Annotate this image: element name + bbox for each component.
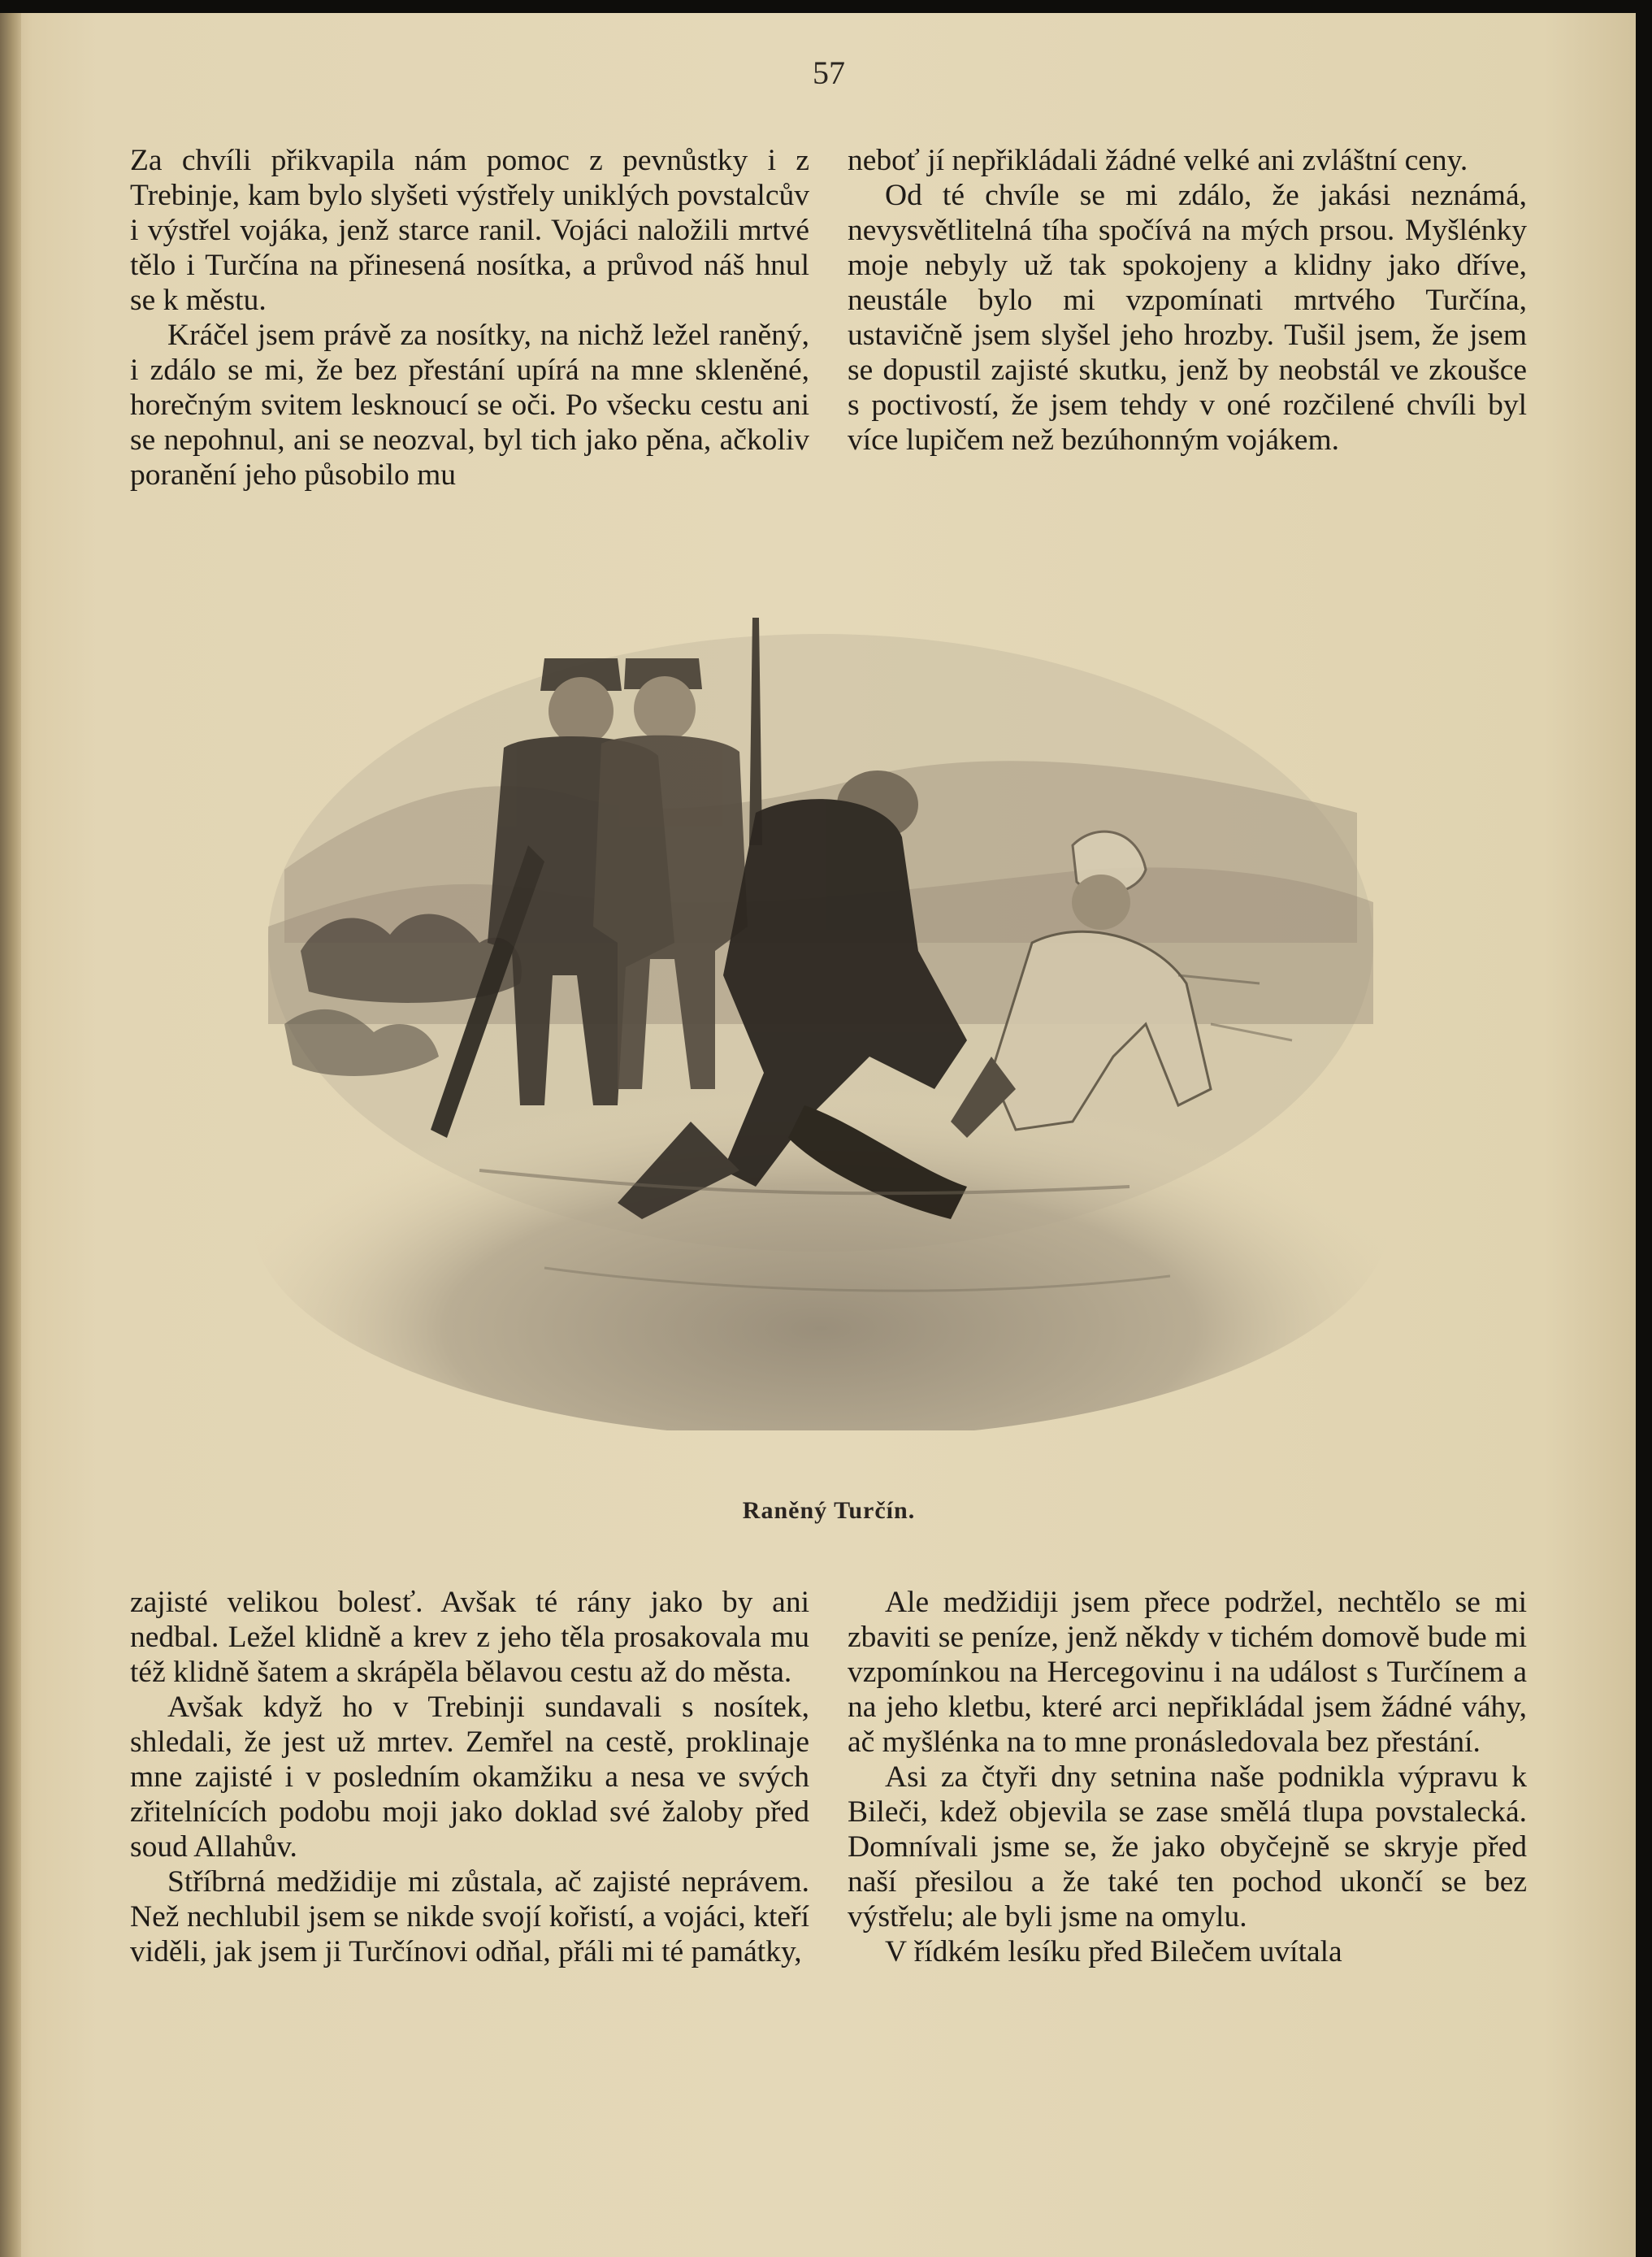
paragraph: Za chvíli přikvapila nám pomoc z pevnůstky i z Trebinje, kam bylo slyšeti výstřely uniklých povstalcův i výstřel vojáka, jenž starce ranil. Vojáci naložili mrtvé tělo i Turčína na přinesená nosítka, a průvod náš hnul se k městu.: [130, 144, 809, 317]
scan-edge-top: [0, 0, 1652, 13]
paragraph: Kráčel jsem právě za nosítky, na nichž ležel raněný, i zdálo se mi, že bez přestání upírá na mne skleněné, horečným svitem lesknoucí se oči. Po všecku cestu ani se nepohnul, ani se neozval, byl tich jako pěna, ačkoliv poranění jeho působilo mu: [130, 319, 809, 492]
paragraph: Avšak když ho v Trebinji sundavali s nosítek, shledali, že jest už mrtev. Zemřel na cestě, proklinaje mne zajisté i v posledním okamžiku a nesa ve svých zřitelnících podobu moji jako doklad své žaloby před soud Allahův.: [130, 1691, 809, 1864]
paragraph: Stříbrná medžidije mi zůstala, ač zajisté neprávem. Než nechlubil jsem se nikde svojí kořistí, a vojáci, kteří viděli, jak jsem ji Turčínovi odňal, přáli mi té památky,: [130, 1865, 809, 1968]
text-column-bottom-right: [848, 1585, 1527, 1969]
paragraph: neboť jí nepřikládali žádné velké ani zvláštní ceny.: [848, 144, 1468, 177]
paragraph: V řídkém lesíku před Bilečem uvítala: [885, 1935, 1342, 1968]
paragraph: Ale medžidiji jsem přece podržel, nechtělo se mi zbaviti se peníze, jenž někdy v tichém domově bude mi vzpomínkou na Hercegovinu i na událost s Turčínem a na jeho kletbu, které arci nepřikládal jsem žádné váhy, ač myšlénka na to mne pronásledovala bez přestání.: [848, 1586, 1527, 1759]
paragraph: zajisté velikou bolesť. Avšak té rány jako by ani nedbal. Ležel klidně a krev z jeho těla prosakovala mu též klidně šatem a skrápěla bělavou cestu až do města.: [130, 1586, 809, 1689]
text-column-top-right: [848, 143, 1527, 458]
paragraph: Asi za čtyři dny setnina naše podnikla výpravu k Bileči, kdež objevila se zase smělá tlupa povstalecká. Domnívali jsme se, že jako obyčejně se skryje před naší přesilou a že také ten pochod ukončí se bez výstřelu; ale byli jsme na omylu.: [848, 1760, 1527, 1934]
text-column-bottom-left: [130, 1585, 809, 1969]
illustration-wounded-turk: [236, 601, 1390, 1430]
illustration-caption: Raněný Turčín.: [742, 1497, 916, 1524]
paragraph: Od té chvíle se mi zdálo, že jakási neznámá, nevysvětlitelná tíha spočívá na mých prsou. Myšlénky moje nebyly už tak spokojeny a klidny jako dříve, neustále bylo mi vzpomínati mrtvého Turčína, ustavičně jsem slyšel jeho hrozby. Tušil jsem, že jsem se dopustil zajisté skutku, jenž by neobstál ve zkoušce s poctivostí, že jsem tehdy v oné rozčilené chvíli byl více lupičem než bezúhonným vojákem.: [848, 179, 1527, 457]
scan-edge-right: [1636, 0, 1652, 2257]
page-number: 57: [813, 54, 845, 91]
text-column-top-left: [130, 143, 809, 493]
page-binding: [0, 13, 21, 2257]
